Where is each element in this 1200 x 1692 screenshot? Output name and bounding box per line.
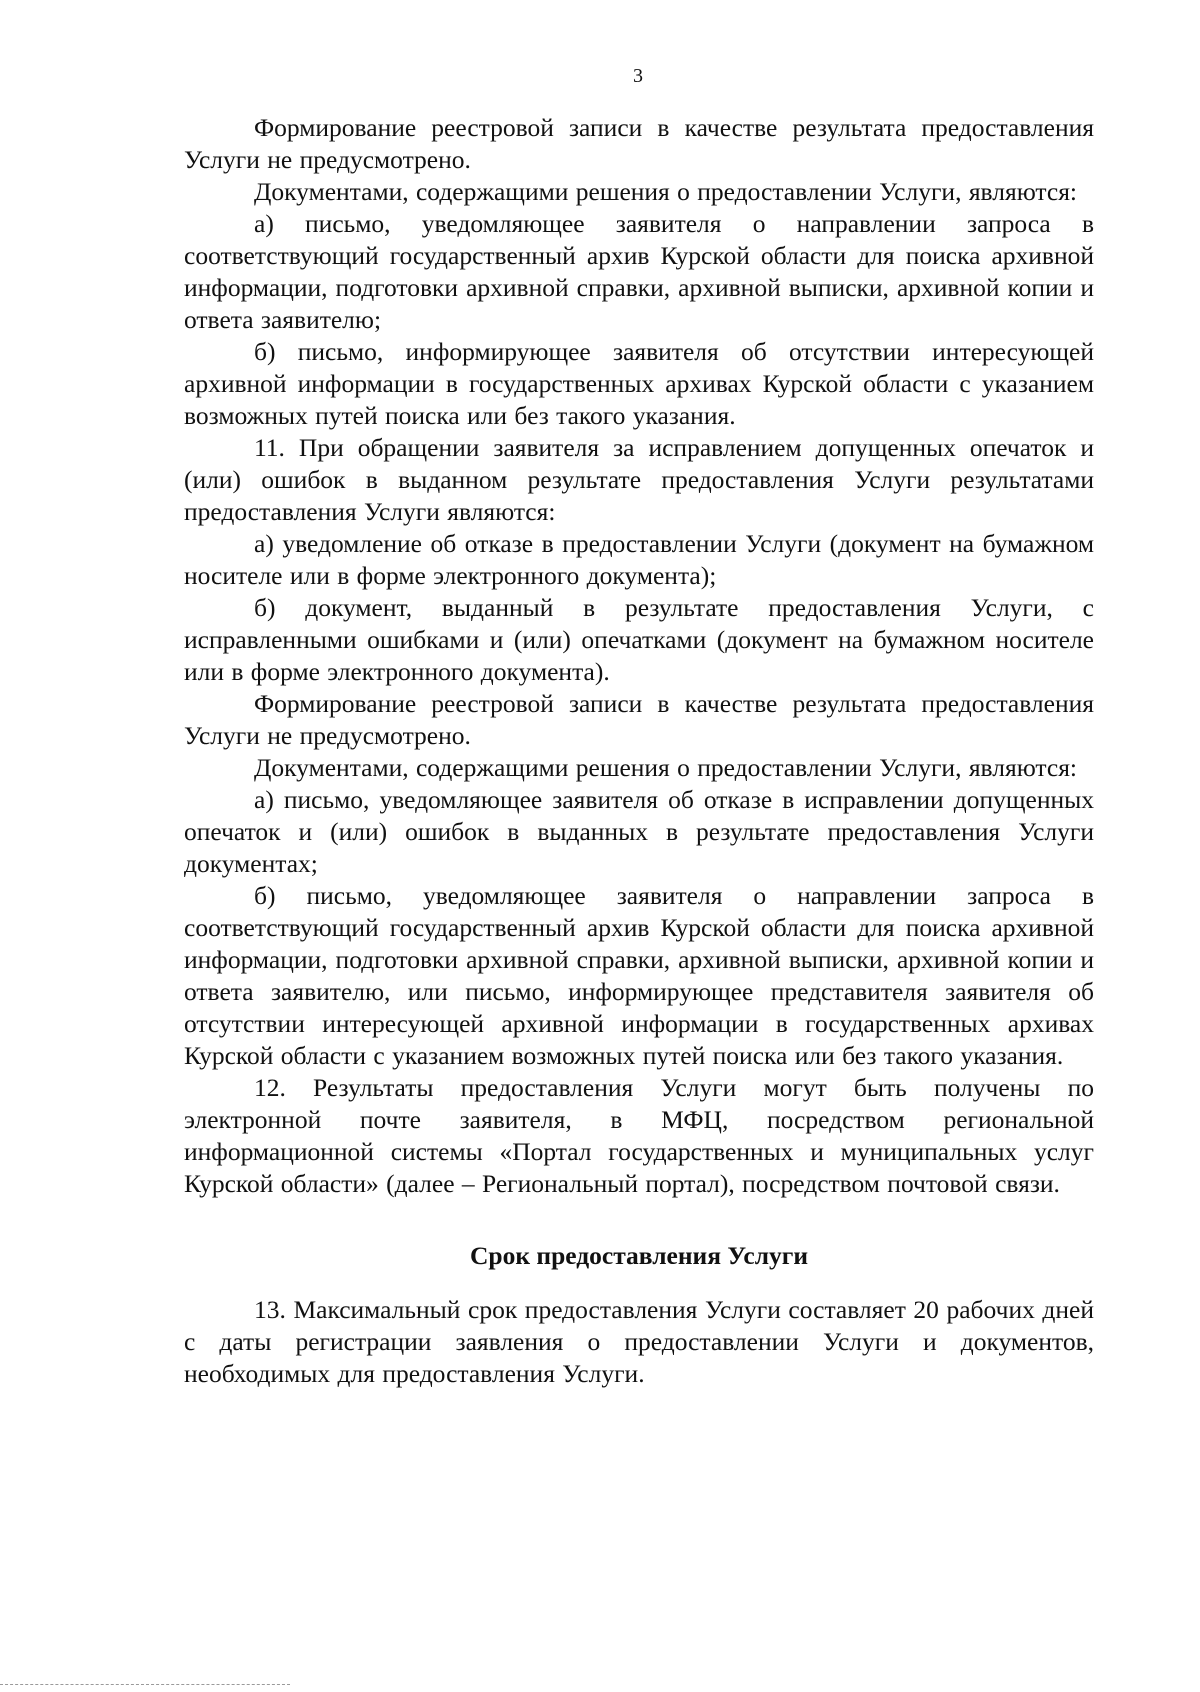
paragraph-decision-documents-intro: Документами, содержащими решения о предоставлении Услуги, являются: [254, 177, 1078, 206]
paragraph-clause-13: 13. Максимальный срок предоставления Услуги составляет 20 рабочих дней с даты регистрации заявления о предоставлении Услуги и документов, необходимых для предоставления Услуги. [184, 1295, 1094, 1388]
paragraph-item-a-request-notice: а) письмо, уведомляющее заявителя о направлении запроса в соответствующий государственный архив Курской области для поиска архивной информации, подготовки архивной справки, архивной выписки, архивной копии и ответа заявителю; [184, 209, 1094, 334]
paragraph-decision-documents-intro-repeat: Документами, содержащими решения о предоставлении Услуги, являются: [254, 753, 1078, 782]
paragraph-result-registry-note-repeat: Формирование реестровой записи в качестве результата предоставления Услуги не предусмотрено. [184, 689, 1094, 750]
paragraph-item-a-correction-refusal: а) письмо, уведомляющее заявителя об отказе в исправлении допущенных опечаток и (или) ошибок в выданных в результате предоставления Услуги документах; [184, 785, 1094, 878]
document-body [184, 112, 1094, 1390]
paragraph-result-registry-note: Формирование реестровой записи в качестве результата предоставления Услуги не предусмотрено. [184, 113, 1094, 174]
spacer [184, 1200, 1094, 1240]
paragraph-item-b-absence-notice: б) письмо, информирующее заявителя об отсутствии интересующей архивной информации в государственных архивах Курской области с указанием возможных путей поиска или без такого указания. [184, 337, 1094, 430]
section-heading: Срок предоставления Услуги [469, 1241, 809, 1270]
paragraph-item-a-refusal-notification: а) уведомление об отказе в предоставлении Услуги (документ на бумажном носителе или в форме электронного документа); [184, 529, 1094, 590]
paragraph-item-b-corrected-document: б) документ, выданный в результате предоставления Услуги, с исправленными ошибками и (или) опечатками (документ на бумажном носителе или в форме электронного документа). [184, 593, 1094, 686]
paragraph-clause-12: 12. Результаты предоставления Услуги могут быть получены по электронной почте заявителя, в МФЦ, посредством региональной информационной системы «Портал государственных и муниципальных услуг Курской области» (далее – Региональный портал), посредством почтовой связи. [184, 1073, 1094, 1198]
page-number: 3 [633, 65, 643, 87]
spacer [184, 1272, 1094, 1294]
paragraph-clause-11: 11. При обращении заявителя за исправлением допущенных опечаток и (или) ошибок в выданном результате предоставления Услуги результатами предоставления Услуги являются: [184, 433, 1094, 526]
scan-edge-artifact [0, 1684, 290, 1685]
paragraph-item-b-request-or-absence: б) письмо, уведомляющее заявителя о направлении запроса в соответствующий государственный архив Курской области для поиска архивной информации, подготовки архивной справки, архивной выписки, архивной копии и ответа заявителю, или письмо, информирующее представителя заявителя об отсутствии интересующей архивной информации в государственных архивах Курской области с указанием возможных путей поиска или без такого указания. [184, 881, 1094, 1070]
